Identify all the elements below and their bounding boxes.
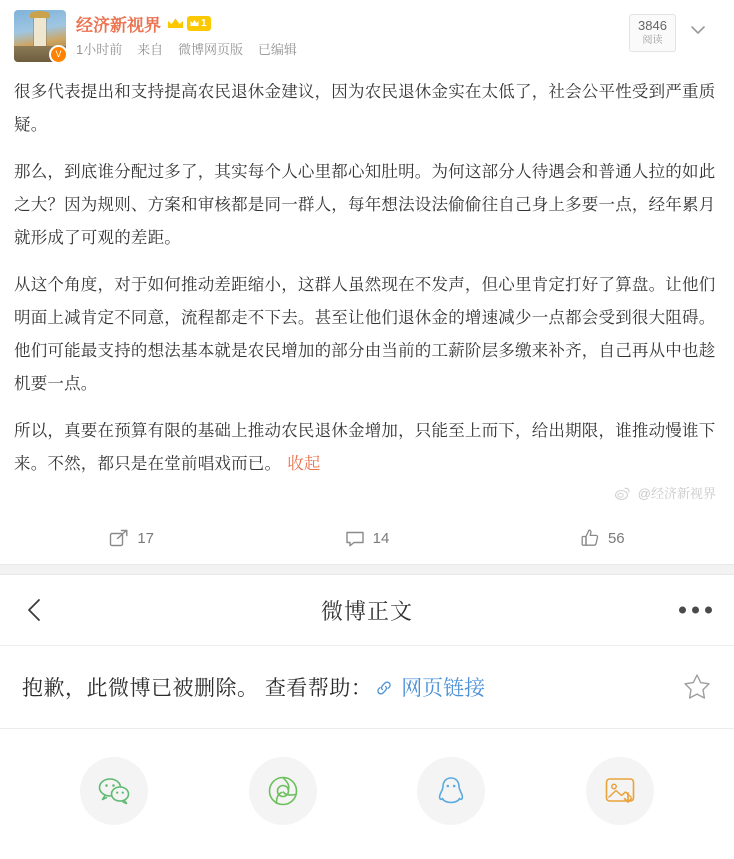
post-source-prefix: 来自 <box>137 42 164 57</box>
name-line <box>76 12 720 34</box>
post-header-text <box>76 10 720 58</box>
post-paragraph: 从这个角度，对于如何推动差距缩小，这群人虽然现在不发声，但心里肯定打好了算盘。让他们明面上减肯定不同意，流程都走不下去。甚至让他们退休金的增速减少一点都会受到很大阻碍。他们可能最支持的想法基本就是农民增加的部分由当前的工薪阶层多缴来补齐，自己再从中也趁机要一点。 <box>14 276 716 393</box>
collapse-link[interactable]: 收起 <box>287 455 321 473</box>
weibo-logo-icon <box>615 487 630 500</box>
help-link-text: 网页链接 <box>401 677 486 700</box>
verified-badge-icon: V <box>49 45 68 64</box>
more-options-icon[interactable] <box>679 607 712 614</box>
username[interactable]: 经济新视界 <box>76 15 161 35</box>
share-save-image-icon[interactable] <box>586 757 654 825</box>
avatar-tower-shape <box>34 16 46 46</box>
comment-count: 14 <box>372 529 390 547</box>
back-icon[interactable] <box>22 597 48 623</box>
share-moments-icon[interactable] <box>249 757 317 825</box>
watermark-text: @经济新视界 <box>637 486 716 501</box>
read-count-value: 3846 <box>638 18 667 33</box>
post-content <box>14 76 720 481</box>
deleted-notice-text: 抱歉，此微博已被删除。 查看帮助： <box>22 677 373 700</box>
comment-button[interactable] <box>249 528 484 548</box>
read-count-box <box>629 14 676 52</box>
repost-icon <box>109 528 129 548</box>
post-time: 1小时前 <box>76 42 123 57</box>
post-paragraph-last <box>14 415 720 481</box>
help-link[interactable] <box>376 672 485 702</box>
post-paragraph: 很多代表提出和支持提高农民退休金建议，因为农民退休金实在太低了，社会公平性受到严重质疑。 <box>14 83 716 134</box>
share-wechat-icon[interactable] <box>80 757 148 825</box>
avatar[interactable] <box>14 10 66 62</box>
page-title: 微博正文 <box>320 598 413 624</box>
post-paragraph-text: 所以，真要在预算有限的基础上推动农民退休金增加，只能至上而下，给出期限，谁推动慢谁下来。不然，都只是在堂前唱戏而已。 <box>14 422 716 473</box>
vip-level-text: 1 <box>201 17 208 29</box>
read-count-label: 阅读 <box>642 35 663 46</box>
share-qq-icon[interactable] <box>417 757 485 825</box>
favorite-star-icon[interactable] <box>682 672 712 702</box>
vip-level-badge <box>187 16 211 31</box>
watermark <box>14 483 720 502</box>
post-action-bar <box>14 518 720 558</box>
post-paragraph: 那么，到底谁分配过多了，其实每个人心里都心知肚明。为何这部分人待遇会和普通人拉的如此之大？因为规则、方案和审核都是同一群人，每年想法设法偷偷往自己身上多要一点，经年累月就形成了可观的差距。 <box>14 163 716 247</box>
post-source-link[interactable]: 微博网页版 <box>178 42 244 57</box>
section-divider <box>0 564 734 575</box>
like-button[interactable] <box>485 528 720 548</box>
repost-count: 17 <box>137 529 154 547</box>
like-count: 56 <box>607 529 625 547</box>
repost-button[interactable] <box>14 528 249 548</box>
post-edited-label: 已编辑 <box>257 42 297 57</box>
detail-navbar <box>0 575 734 645</box>
post-header <box>14 10 720 62</box>
post-meta <box>76 39 720 58</box>
weibo-detail-section <box>0 575 734 859</box>
share-row <box>0 729 734 859</box>
meta-space <box>126 42 134 57</box>
crown-icon <box>167 17 184 30</box>
comment-icon <box>345 528 365 548</box>
deleted-notice-row <box>0 646 734 728</box>
thumbs-up-icon <box>580 528 600 548</box>
chevron-down-icon[interactable] <box>686 18 710 42</box>
link-icon <box>376 678 392 694</box>
